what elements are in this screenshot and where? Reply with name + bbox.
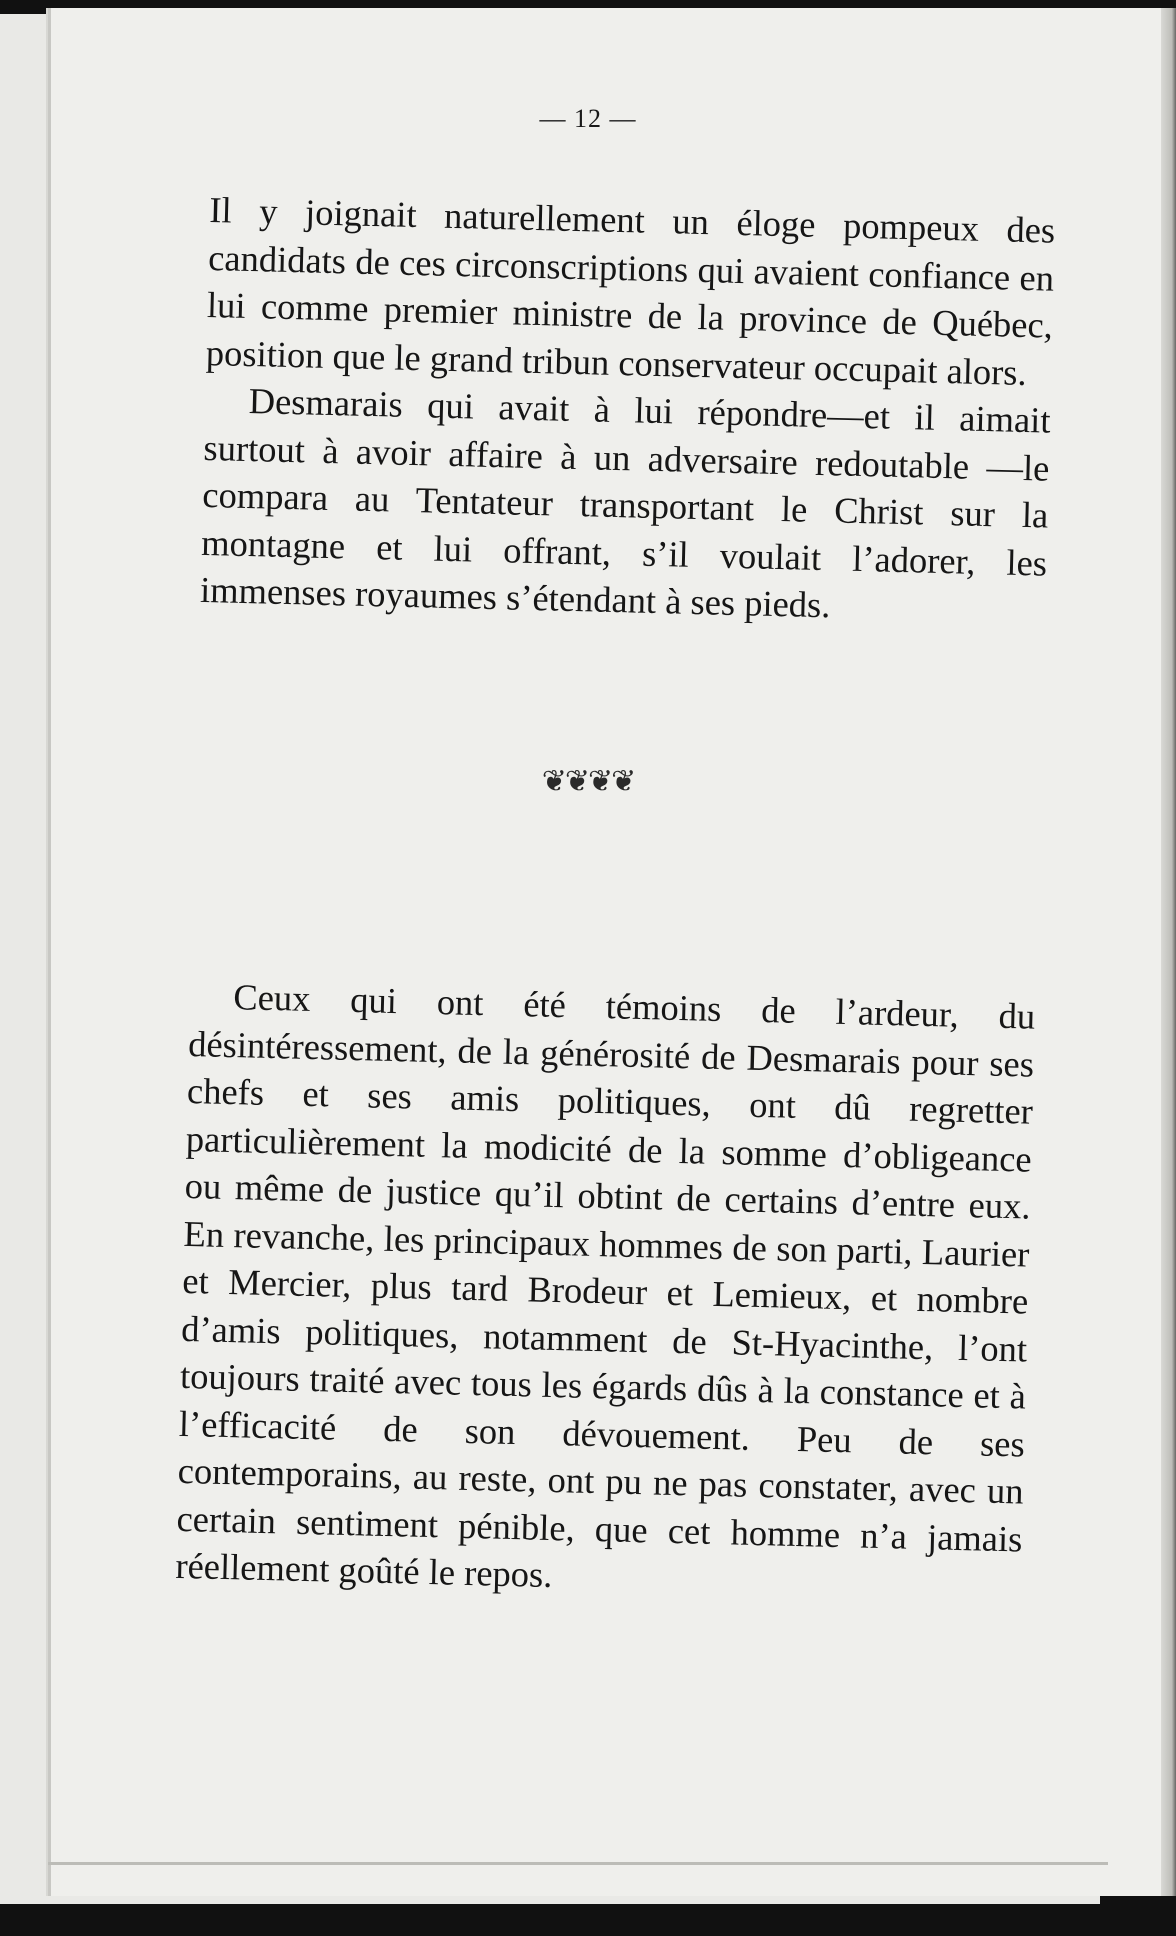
fleuron-ornament-icon: ❦❦❦❦ [541,765,635,798]
paragraph-2: Desmarais qui avait à lui répondre—et il aimait surtout à avoir affaire à un adversaire redoutable —le compara au Tentateur transportant le Christ sur la montagne et lui offrant, s’il voulait l’adorer, les immenses royaumes s’étendant à ses pieds. [199,380,1052,626]
text-block-top [200,186,1056,634]
paragraph-3: Ceux qui ont été témoins de l’ardeur, du désintéressement, de la générosité de Desmarais pour ses chefs et ses amis politiques, ont dû regretter particulièrement la modicité de la somme d’obligeance ou même de justice qu’il obtint de certains d’entre eux. En revanche, les principaux hommes de son parti, Laurier et Mercier, plus tard Brodeur et Lemieux, et nombre d’amis politiques, notamment de St-Hyacinthe, l’ont toujours traité avec tous les égards dûs à la constance et à l’efficacité de son dévouement. Peu de ses contemporains, au reste, ont pu ne pas constater, avec un certain sentiment pénible, que cet homme n’a jamais réellement goûté le repos. [174,976,1036,1596]
paragraph-1: Il y joignait naturellement un éloge pompeux des candidats de ces circonscriptions qui avaient confiance en lui comme premier ministre de la province de Québec, position que le grand tribun conservateur occupait alors. [205,188,1056,393]
page-edge [1161,8,1176,1896]
page-bottom-edge [48,1862,1108,1865]
page-number: — 12 — [539,104,637,133]
text-block-bottom [175,972,1036,1610]
